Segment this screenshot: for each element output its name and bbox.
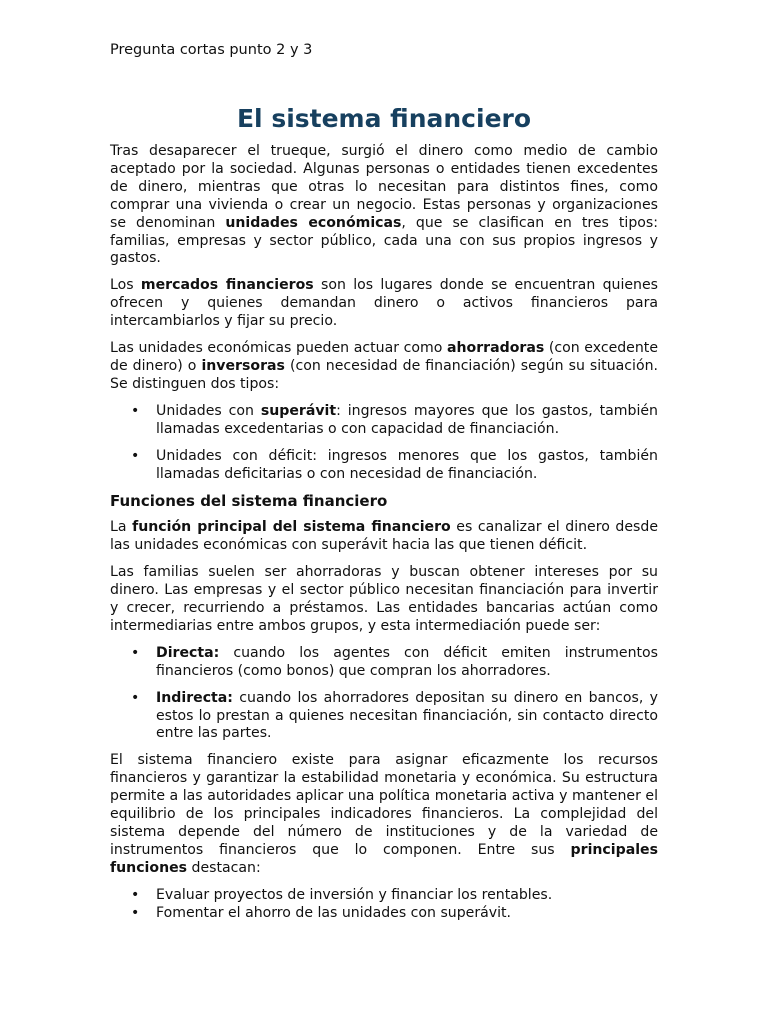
section-heading: Funciones del sistema financiero bbox=[110, 492, 388, 511]
list-item: • Indirecta: cuando los ahorradores depositan su dinero en bancos, y estos lo prestan a quienes necesitan financiación, sin contacto directo entre las partes. bbox=[156, 690, 658, 744]
paragraph-sistema: El sistema financiero existe para asignar eficazmente los recursos financieros y garantizar la estabilidad monetaria y económica. Su estructura permite a las autoridades aplicar una política monetaria activa y mantener el equilibrio de los principales indicadores financieros. La complejidad del sistema depende del número de instituciones y de la variedad de instrumentos financieros que lo componen. Entre sus principales funciones destacan: bbox=[110, 752, 658, 876]
paragraph-familias: Las familias suelen ser ahorradoras y buscan obtener intereses por su dinero. Las empresas y el sector público necesitan financiación para invertir y crecer, recurriendo a préstamos. Las entidades bancarias actúan como intermediarias entre ambos grupos, y esta intermediación puede ser: bbox=[110, 564, 658, 634]
list-functions bbox=[110, 887, 658, 923]
list-item: • Directa: cuando los agentes con déficit emiten instrumentos financieros (como bonos) que compran los ahorradores. bbox=[156, 645, 658, 681]
list-unit-types bbox=[110, 403, 658, 484]
document-body bbox=[110, 143, 658, 932]
document-title: El sistema financiero bbox=[236, 104, 532, 133]
paragraph-mercados: Los mercados financieros son los lugares donde se encuentran quienes ofrecen y quienes demandan dinero o activos financieros para intercambiarlos y fijar su precio. bbox=[110, 277, 658, 330]
page-header: Pregunta cortas punto 2 y 3 bbox=[110, 42, 313, 58]
list-item: • Unidades con déficit: ingresos menores que los gastos, también llamadas deficitarias o con necesidad de financiación. bbox=[156, 448, 658, 484]
paragraph-funcion-principal: La función principal del sistema financiero es canalizar el dinero desde las unidades económicas con superávit hacia las que tienen déficit. bbox=[110, 519, 658, 554]
list-item: • Unidades con superávit: ingresos mayores que los gastos, también llamadas excedentarias o con capacidad de financiación. bbox=[156, 403, 658, 439]
paragraph-unidades: Las unidades económicas pueden actuar como ahorradoras (con excedente de dinero) o inversoras (con necesidad de financiación) según su situación. Se distinguen dos tipos: bbox=[110, 340, 658, 392]
list-intermediation bbox=[110, 645, 658, 744]
paragraph-intro: Tras desaparecer el trueque, surgió el dinero como medio de cambio aceptado por la sociedad. Algunas personas o entidades tienen excedentes de dinero, mientras que otras lo necesitan para distintos fines, como comprar una vivienda o crear un negocio. Estas personas y organizaciones se denominan unidades económicas, que se clasifican en tres tipos: familias, empresas y sector público, cada una con sus propios ingresos y gastos. bbox=[110, 143, 658, 267]
list-item: • Fomentar el ahorro de las unidades con superávit. bbox=[156, 905, 658, 923]
list-item: • Evaluar proyectos de inversión y financiar los rentables. bbox=[156, 887, 658, 905]
